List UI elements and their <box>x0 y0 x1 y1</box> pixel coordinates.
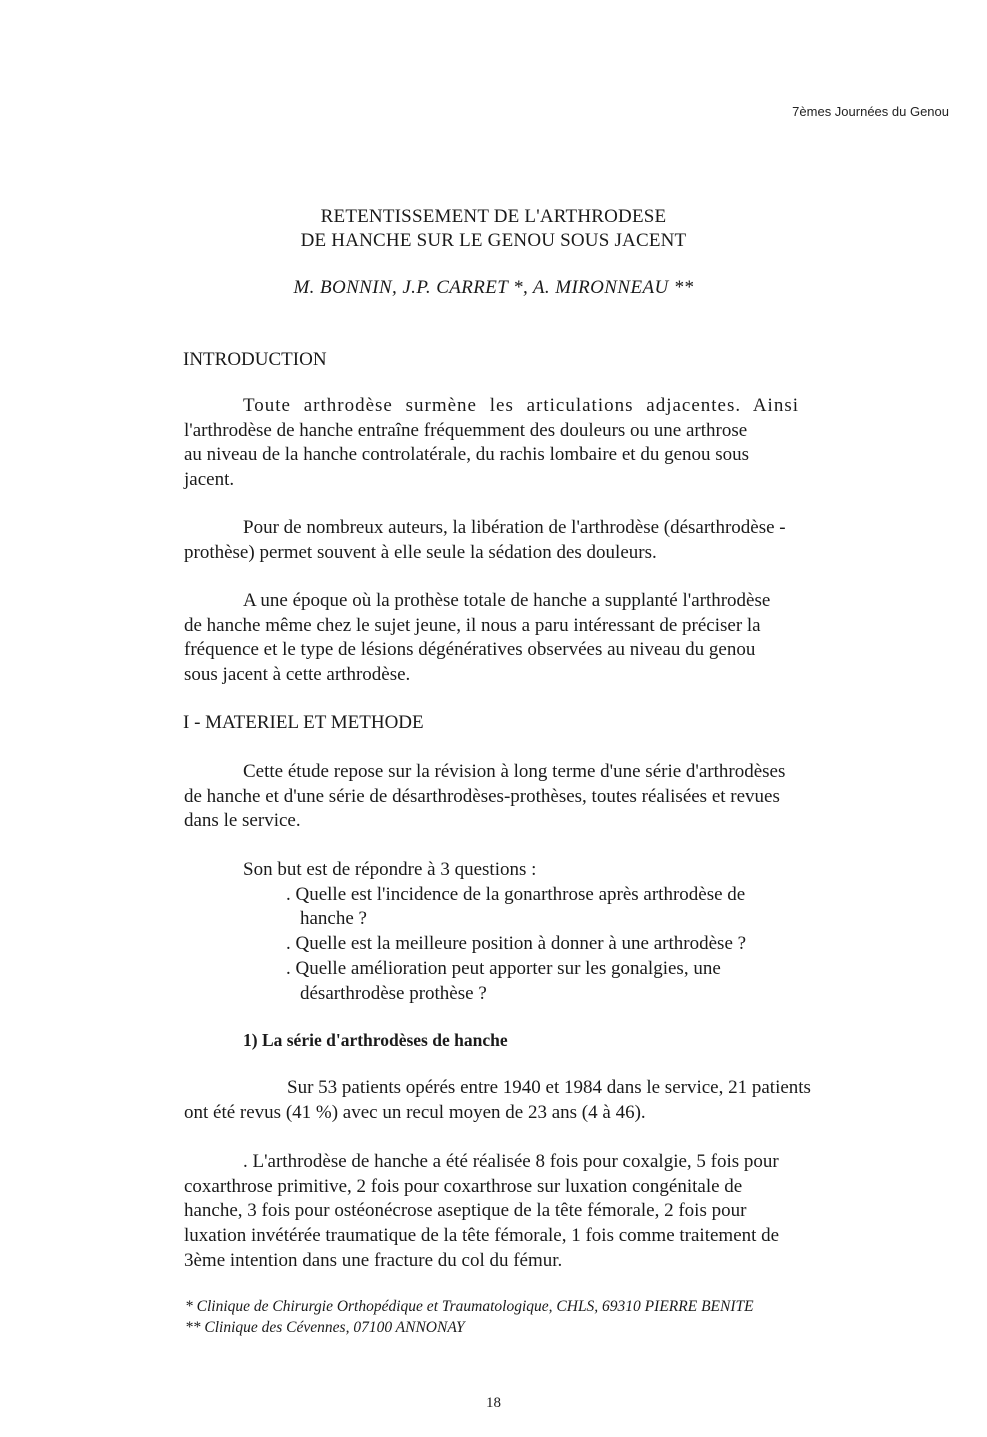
text-line: Cette étude repose sur la révision à long terme d'une série d'arthrodèses <box>243 761 786 782</box>
text-line: de hanche même chez le sujet jeune, il nous a paru intéressant de préciser la <box>184 614 761 636</box>
text-line: hanche, 3 fois pour ostéonécrose aseptique de la tête fémorale, 2 fois pour <box>184 1200 747 1222</box>
page-number: 18 <box>486 1395 501 1411</box>
footnote-1: * Clinique de Chirurgie Orthopédique et Traumatologique, CHLS, 69310 PIERRE BENITE <box>185 1298 754 1315</box>
text-line: jacent. <box>184 469 235 491</box>
text-line: . L'arthrodèse de hanche a été réalisée 8 fois pour coxalgie, 5 fois pour <box>243 1151 779 1172</box>
text-line: Toute arthrodèse surmène les articulations adjacentes. Ainsi <box>243 395 799 416</box>
paragraph-intro-2 <box>184 516 954 565</box>
text-line: coxarthrose primitive, 2 fois pour coxarthrose sur luxation congénitale de <box>184 1175 743 1197</box>
text-line: dans le service. <box>184 810 301 832</box>
text-line: l'arthrodèse de hanche entraîne fréquemment des douleurs ou une arthrose <box>184 419 748 441</box>
journal-header: 7èmes Journées du Genou <box>792 104 949 119</box>
section-heading-materiel: I - MATERIEL ET METHODE <box>183 712 424 733</box>
title-line-1: RETENTISSEMENT DE L'ARTHRODESE <box>320 206 667 227</box>
text-line: Sur 53 patients opérés entre 1940 et 1984 dans le service, 21 patients <box>287 1077 811 1098</box>
paragraph-intro-3 <box>184 589 954 688</box>
text-line: désarthrodèse prothèse ? <box>300 982 487 1004</box>
text-line: ont été revus (41 %) avec un recul moyen de 23 ans (4 à 46). <box>184 1101 646 1123</box>
text-line: luxation invétérée traumatique de la tête fémorale, 1 fois comme traitement de <box>184 1225 780 1247</box>
paragraph-serie-2 <box>184 1150 954 1274</box>
text-line: Pour de nombreux auteurs, la libération de l'arthrodèse (désarthrodèse - <box>243 517 786 538</box>
paragraph-materiel-1 <box>184 760 954 834</box>
title-line-2: DE HANCHE SUR LE GENOU SOUS JACENT <box>300 230 687 251</box>
text-line: de hanche et d'une série de désarthrodèses-prothèses, toutes réalisées et revues <box>184 785 780 807</box>
subsection-heading-serie: 1) La série d'arthrodèses de hanche <box>243 1030 508 1050</box>
question-item: . Quelle est l'incidence de la gonarthrose après arthrodèse de <box>286 883 746 905</box>
paragraph-questions <box>184 858 954 1006</box>
text-line: fréquence et le type de lésions dégénératives observées au niveau du genou <box>184 639 756 661</box>
question-item: . Quelle est la meilleure position à donner à une arthrodèse ? <box>286 933 747 955</box>
text-line: hanche ? <box>300 908 367 930</box>
paragraph-intro-1 <box>184 394 954 493</box>
text-line: au niveau de la hanche controlatérale, du rachis lombaire et du genou sous <box>184 444 750 466</box>
question-item: . Quelle amélioration peut apporter sur les gonalgies, une <box>286 957 721 979</box>
text-line: prothèse) permet souvent à elle seule la sédation des douleurs. <box>184 541 657 563</box>
text-line: A une époque où la prothèse totale de hanche a supplanté l'arthrodèse <box>243 590 771 611</box>
text-line: Son but est de répondre à 3 questions : <box>243 859 537 880</box>
section-heading-introduction: INTRODUCTION <box>183 349 327 370</box>
authors: M. BONNIN, J.P. CARRET *, A. MIRONNEAU ** <box>293 277 694 298</box>
article-title <box>0 205 987 253</box>
text-line: 3ème intention dans une fracture du col du fémur. <box>184 1249 563 1271</box>
footnote-2: ** Clinique des Cévennes, 07100 ANNONAY <box>185 1319 465 1336</box>
text-line: sous jacent à cette arthrodèse. <box>184 664 411 686</box>
paragraph-serie-1 <box>184 1076 954 1125</box>
